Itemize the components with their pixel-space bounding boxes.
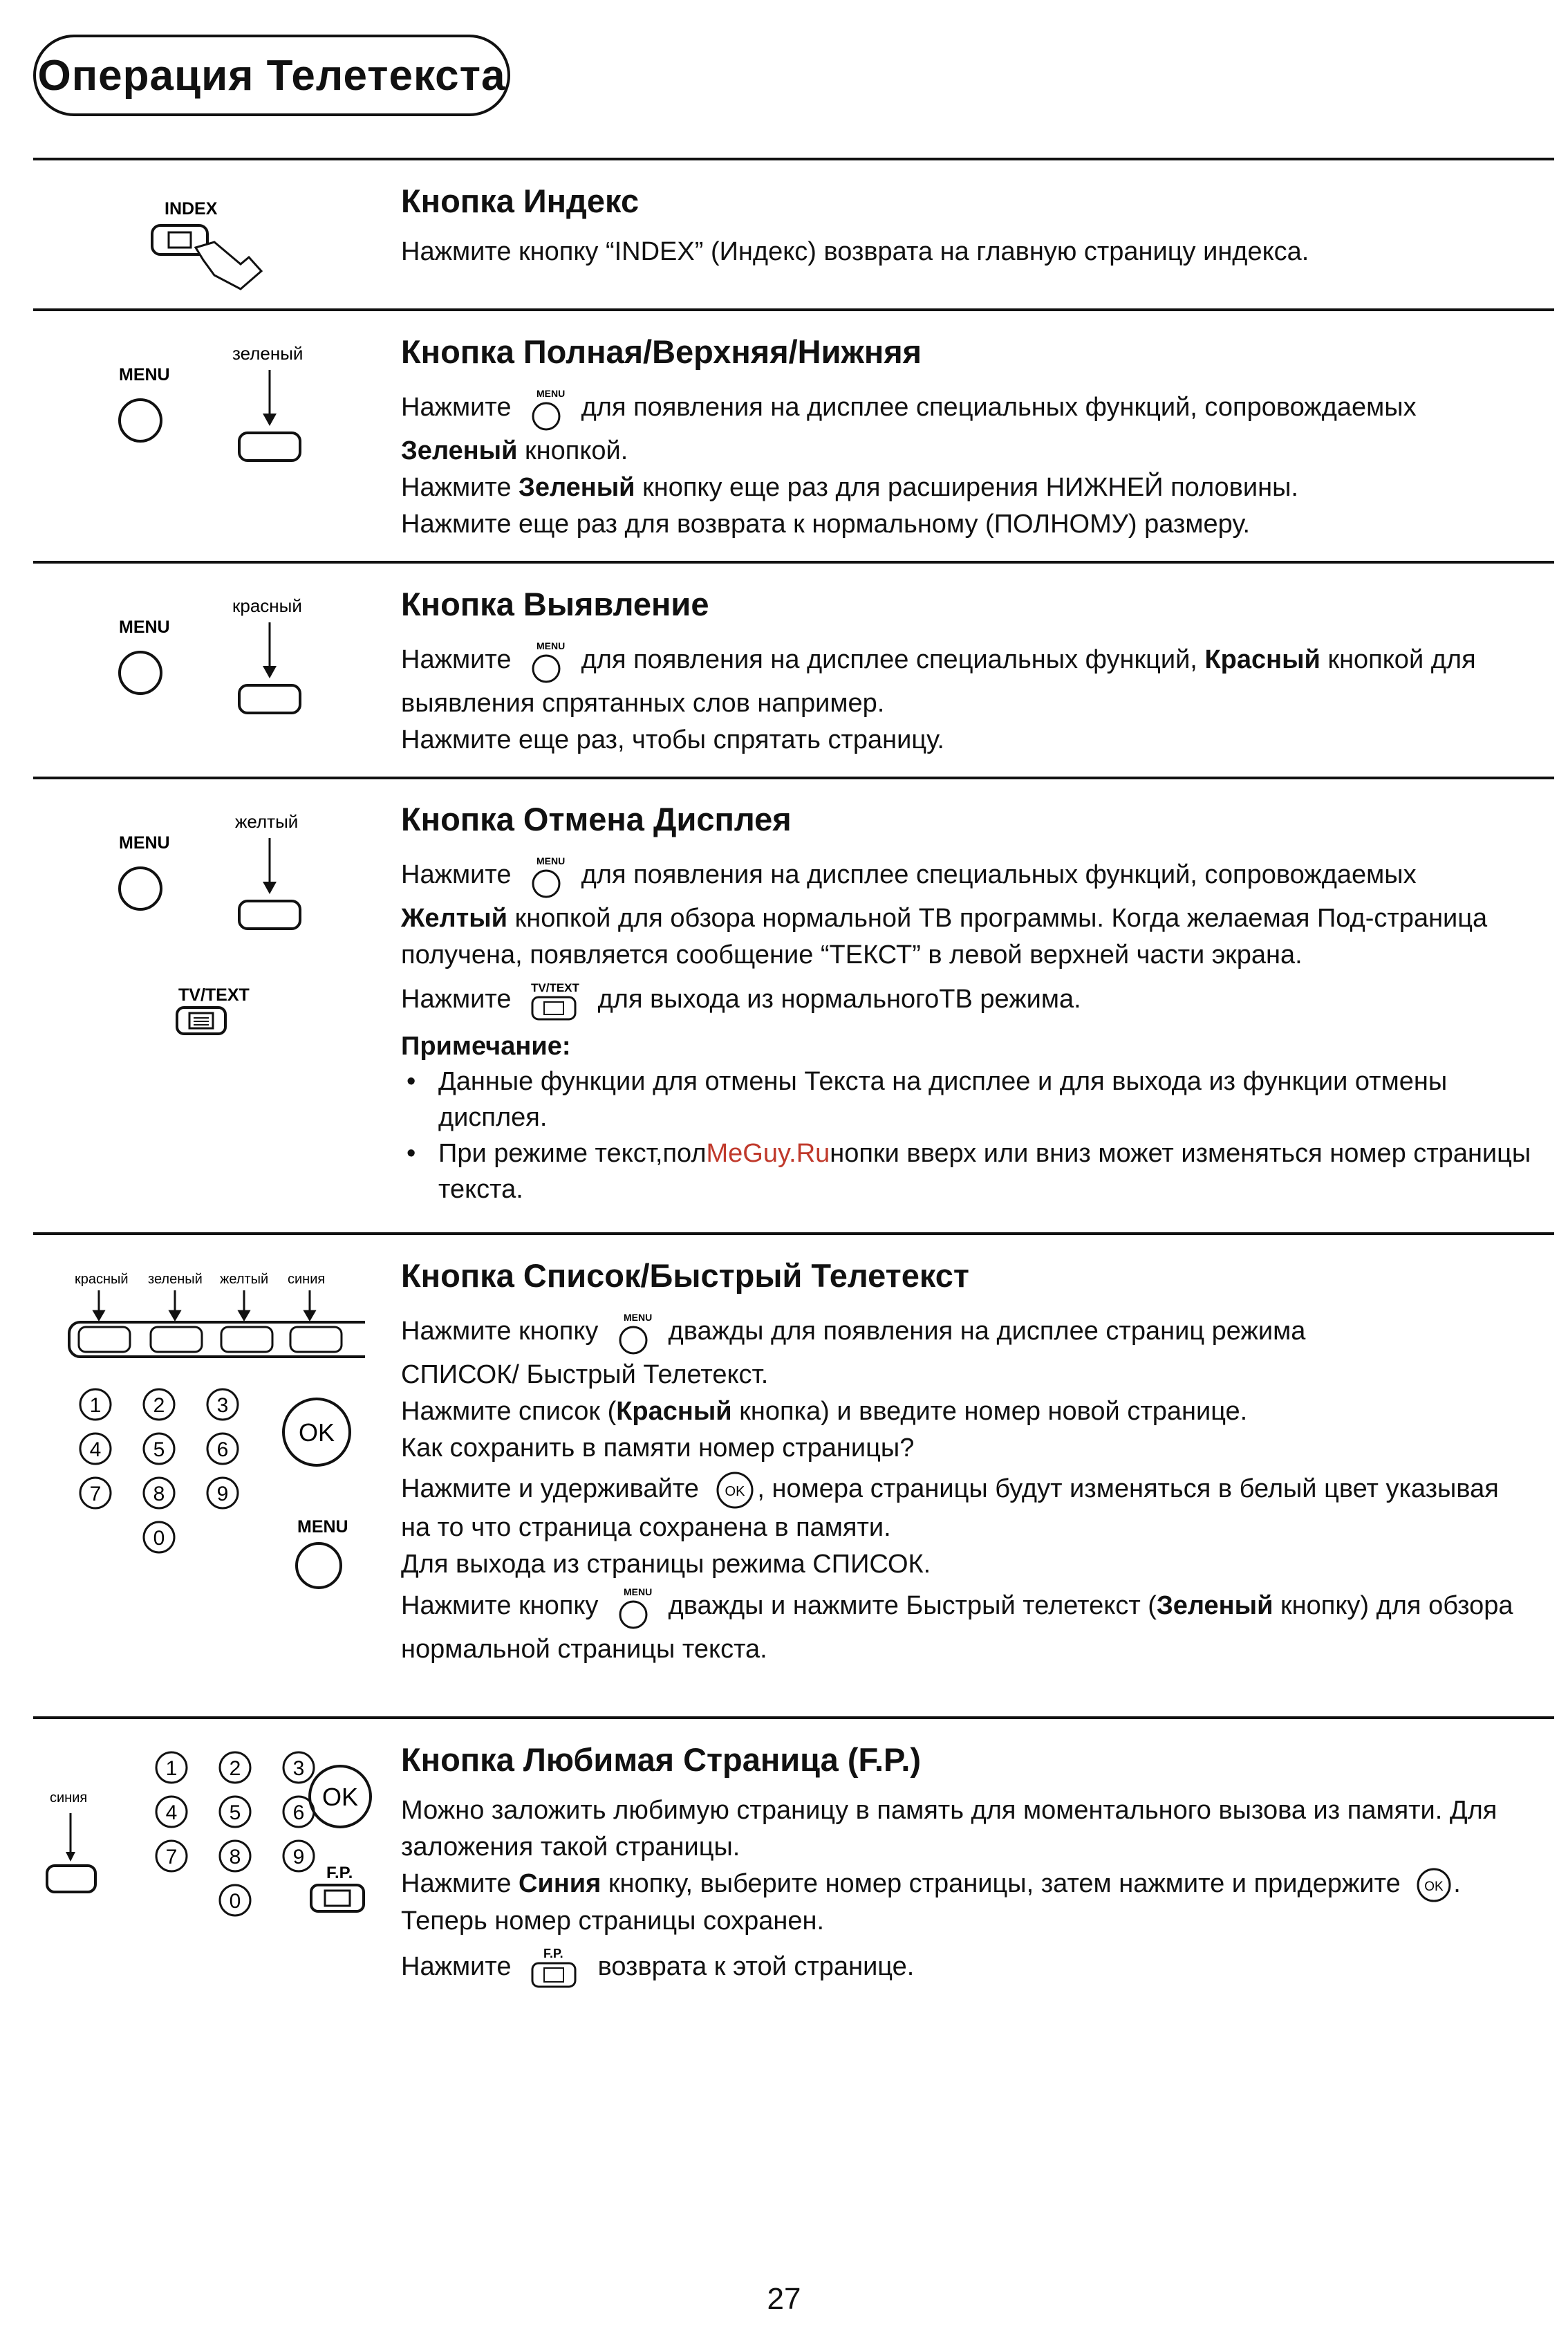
note-title: Примечание: xyxy=(401,1032,571,1061)
number-key-label: 9 xyxy=(216,1482,229,1505)
menu-small-label: MENU xyxy=(623,1312,653,1323)
number-key-label: 7 xyxy=(89,1482,102,1505)
number-key-label: 6 xyxy=(216,1438,229,1461)
text-line: заложения такой страницы. xyxy=(401,1832,740,1862)
number-key-label: 6 xyxy=(292,1801,305,1824)
watermark: MeGuy.Ru xyxy=(706,1139,830,1168)
text: Нажмите и удерживайте xyxy=(401,1474,699,1504)
red-button xyxy=(239,685,300,713)
text-line: Теперь номер страницы сохранен. xyxy=(401,1906,825,1936)
blue-button xyxy=(290,1327,342,1352)
text-line: Нажмите еще раз, чтобы спрятать страницу. xyxy=(401,725,944,754)
bold-text: Зеленый xyxy=(401,436,518,465)
bold-text: Красный xyxy=(616,1397,732,1426)
green-label: зеленый xyxy=(148,1272,203,1287)
note-bullet xyxy=(401,1064,1549,1135)
text: Нажмите xyxy=(401,1869,512,1898)
green-button xyxy=(239,433,300,461)
menu-label: MENU xyxy=(119,618,170,637)
menu-small-label: MENU xyxy=(536,855,566,866)
text: Нажмите xyxy=(401,985,512,1014)
fp-icon xyxy=(325,1891,350,1906)
blue-button xyxy=(47,1866,95,1892)
text-line: Для выхода из страницы режима СПИСОК. xyxy=(401,1550,931,1579)
ok-small-label: OK xyxy=(1424,1879,1444,1894)
number-key-label: 8 xyxy=(229,1845,241,1868)
menu-red-illustration xyxy=(33,591,324,730)
text-line xyxy=(401,433,1549,470)
text: Нажмите xyxy=(401,393,512,423)
bold-text: Желтый xyxy=(401,904,508,933)
number-key-label: 2 xyxy=(229,1756,241,1780)
number-key-label: 1 xyxy=(89,1393,102,1417)
text: , номера страницы будут изменяться в белый цвет указывая xyxy=(757,1474,1499,1504)
divider xyxy=(33,1716,1554,1719)
section-reveal xyxy=(401,584,1549,759)
bold-text: Синия xyxy=(519,1869,601,1898)
menu-label: MENU xyxy=(119,833,170,853)
text-line xyxy=(401,1308,1549,1357)
remote-fp-keypad-illustration xyxy=(33,1747,379,1975)
text-line: Как сохранить в памяти номер страницы? xyxy=(401,1433,915,1463)
section-title: Кнопка Любимая Страница (F.P.) xyxy=(401,1741,922,1778)
green-button xyxy=(151,1327,202,1352)
number-key-label: 5 xyxy=(153,1438,165,1461)
number-key-label: 5 xyxy=(229,1801,241,1824)
text: для появления на дисплее специальных функций, сопровождаемых xyxy=(581,393,1417,423)
text: нопки вверх или вниз может изменяться номер страницы xyxy=(830,1139,1531,1168)
yellow-label: желтый xyxy=(220,1272,269,1287)
pointing-hand-icon xyxy=(196,242,261,289)
arrow-head-icon xyxy=(263,666,277,678)
number-key-label: 9 xyxy=(292,1845,305,1868)
divider xyxy=(33,777,1554,779)
text-line xyxy=(401,1944,1549,1992)
index-label: INDEX xyxy=(165,199,218,219)
text-line: Можно заложить любимую страницу в память для моментального вызова из памяти. Для xyxy=(401,1796,1497,1825)
text: дважды и нажмите Быстрый телетекст ( xyxy=(668,1591,1157,1621)
number-key-label: 3 xyxy=(292,1756,305,1780)
section-favourite xyxy=(401,1740,1549,1992)
number-key-label: 0 xyxy=(153,1526,165,1550)
arrow-head-icon xyxy=(263,414,277,426)
text-line xyxy=(401,470,1549,506)
text: кнопкой. xyxy=(525,436,628,465)
ok-label: OK xyxy=(298,1418,335,1447)
red-button xyxy=(79,1327,130,1352)
section-cancel xyxy=(401,799,1549,1207)
green-label: зеленый xyxy=(232,343,304,364)
section-full xyxy=(401,332,1549,543)
text: Нажмите xyxy=(401,1952,512,1981)
remote-color-keypad-illustration xyxy=(33,1263,365,1622)
number-key-label: 3 xyxy=(216,1393,229,1417)
index-icon xyxy=(169,232,191,248)
text: кнопку, выберите номер страницы, затем нажмите и придержите xyxy=(608,1869,1401,1898)
blue-label: синия xyxy=(288,1272,326,1287)
text: дисплея. xyxy=(438,1103,548,1132)
tvtext-icon xyxy=(527,978,582,1023)
text: кнопку) для обзора xyxy=(1280,1591,1513,1621)
text: кнопку еще раз для расширения НИЖНЕЙ половины. xyxy=(642,473,1298,502)
text: для выхода из нормальногоТВ режима. xyxy=(597,985,1081,1014)
text: Нажмите список ( xyxy=(401,1397,617,1426)
page-title: Операция Телетекста xyxy=(37,51,506,100)
fp-icon xyxy=(527,1944,582,1992)
bold-text: Красный xyxy=(1204,645,1320,675)
section-list xyxy=(401,1256,1549,1668)
text-line xyxy=(401,1393,1549,1430)
page-number: 27 xyxy=(767,2282,801,2316)
section-title: Кнопка Полная/Верхняя/Нижняя xyxy=(401,333,922,370)
menu-icon xyxy=(527,637,566,685)
divider xyxy=(33,158,1554,160)
text: текста. xyxy=(438,1175,523,1204)
text: Нажмите xyxy=(401,473,512,502)
yellow-button xyxy=(221,1327,272,1352)
number-key-label: 2 xyxy=(153,1393,165,1417)
text: Нажмите xyxy=(401,860,512,890)
text-line: на то что страница сохранена в памяти. xyxy=(401,1513,891,1542)
menu-small-label: MENU xyxy=(623,1586,653,1597)
ok-label: OK xyxy=(321,1783,359,1811)
text: Нажмите кнопку xyxy=(401,1591,599,1621)
text-line xyxy=(438,1135,1549,1171)
text: При режиме текст,пол xyxy=(438,1139,707,1168)
text-line: Нажмите еще раз для возврата к нормальному (ПОЛНОМУ) размеру. xyxy=(401,510,1251,539)
text: Нажмите xyxy=(401,645,512,675)
red-label: красный xyxy=(232,595,302,616)
menu-icon xyxy=(527,852,566,900)
menu-button xyxy=(120,868,161,909)
menu-small-label: MENU xyxy=(536,388,566,399)
section-title: Кнопка Выявление xyxy=(401,586,709,622)
text: . xyxy=(1453,1869,1461,1898)
page-title-box xyxy=(33,35,510,116)
numeric-keypad xyxy=(156,1752,314,1915)
divider xyxy=(33,1232,1554,1235)
menu-label: MENU xyxy=(119,365,170,384)
text-line: получена, появляется сообщение “ТЕКСТ” в левой верхней части экрана. xyxy=(401,940,1303,969)
index-button-illustration xyxy=(33,194,310,297)
menu-button xyxy=(120,400,161,441)
text: кнопкой для обзора нормальной ТВ программы. Когда желаемая Под-страница xyxy=(514,904,1488,933)
text-line xyxy=(401,978,1549,1023)
number-key-label: 4 xyxy=(89,1438,102,1461)
section-index xyxy=(401,181,1549,270)
divider xyxy=(33,561,1554,564)
ok-icon xyxy=(1415,1867,1453,1903)
yellow-button xyxy=(239,901,300,929)
text: дважды для появления на дисплее страниц режима xyxy=(668,1317,1306,1346)
text-line: СПИСОК/ Быстрый Телетекст. xyxy=(401,1360,769,1389)
text-line xyxy=(401,900,1549,937)
ok-small-label: OK xyxy=(725,1484,745,1499)
bold-text: Зеленый xyxy=(519,473,635,502)
text-line xyxy=(401,1471,1549,1510)
menu-yellow-illustration xyxy=(33,807,324,1056)
text-line xyxy=(401,1866,1549,1903)
tvtext-label: TV/TEXT xyxy=(178,985,250,1005)
menu-icon xyxy=(527,384,566,433)
number-key-label: 0 xyxy=(229,1889,241,1913)
bold-text: Зеленый xyxy=(1156,1591,1273,1621)
text-line: Нажмите кнопку “INDEX” (Индекс) возврата на главную страницу индекса. xyxy=(401,237,1309,266)
menu-icon xyxy=(614,1308,653,1357)
tvtext-small-label: TV/TEXT xyxy=(531,981,579,994)
text-line: нормальной страницы текста. xyxy=(401,1635,767,1664)
red-label: красный xyxy=(75,1272,129,1287)
fp-small-label: F.P. xyxy=(543,1946,563,1960)
menu-button xyxy=(120,652,161,694)
text-line xyxy=(401,637,1549,685)
section-title: Кнопка Список/Быстрый Телетекст xyxy=(401,1257,969,1294)
yellow-label: желтый xyxy=(235,811,299,832)
number-key-label: 4 xyxy=(165,1801,178,1824)
menu-icon xyxy=(614,1583,653,1631)
menu-label: MENU xyxy=(297,1517,348,1537)
text: кнопка) и введите номер новой странице. xyxy=(739,1397,1248,1426)
text-line: выявления спрятанных слов например. xyxy=(401,689,885,718)
menu-green-illustration xyxy=(33,339,324,477)
divider xyxy=(33,308,1554,311)
section-title: Кнопка Индекс xyxy=(401,183,640,219)
number-key-label: 8 xyxy=(153,1482,165,1505)
text: для появления на дисплее специальных функций, xyxy=(581,645,1197,675)
text: Нажмите кнопку xyxy=(401,1317,599,1346)
text-line xyxy=(401,384,1549,433)
number-key-label: 7 xyxy=(165,1845,178,1868)
section-title: Кнопка Отмена Дисплея xyxy=(401,801,792,837)
blue-label: синия xyxy=(50,1790,88,1806)
ok-icon xyxy=(714,1471,756,1510)
menu-button xyxy=(297,1543,341,1588)
number-key-label: 1 xyxy=(165,1756,178,1780)
text: для появления на дисплее специальных функций, сопровождаемых xyxy=(581,860,1417,890)
text: кнопкой для xyxy=(1327,645,1476,675)
note-bullet xyxy=(401,1135,1549,1207)
menu-small-label: MENU xyxy=(536,640,566,651)
text-line xyxy=(401,852,1549,900)
arrow-head-icon xyxy=(263,882,277,894)
arrow-head-icon xyxy=(66,1852,75,1862)
text-line xyxy=(401,1583,1549,1631)
fp-button xyxy=(311,1885,364,1911)
text: • Данные функции для отмены Текста на дисплее и для выхода из функции отмены xyxy=(438,1067,1448,1096)
numeric-keypad xyxy=(80,1389,238,1552)
fp-label: F.P. xyxy=(326,1864,353,1882)
text: возврата к этой странице. xyxy=(597,1952,915,1981)
